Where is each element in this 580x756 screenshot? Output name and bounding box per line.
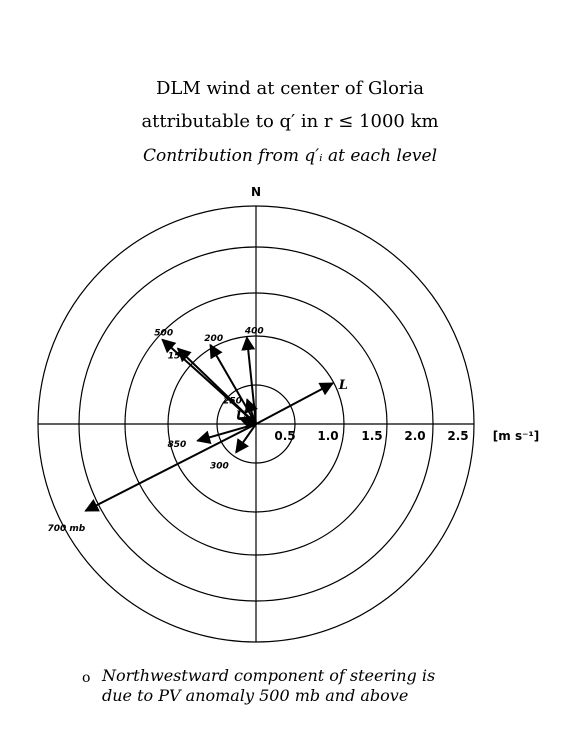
wind-vector-label: 250 (223, 396, 242, 407)
wind-vector-label: U (235, 409, 247, 424)
title-line-1: DLM wind at center of Gloria (155, 78, 425, 99)
wind-vector-label: 200 (204, 333, 224, 344)
north-label: N (250, 185, 262, 199)
wind-vector-label: 500 (154, 328, 174, 339)
axis-unit-label: [m s⁻¹] (492, 429, 540, 443)
wind-vector-label: 400 (244, 326, 264, 337)
wind-vector-label: L (338, 378, 348, 394)
tick-label: 1.5 (361, 429, 383, 443)
title-line-2: attributable to q′ in r ≤ 1000 km (141, 111, 439, 132)
wind-vector-label: 300 (210, 461, 229, 472)
wind-vector-label: 150 (167, 351, 187, 362)
tick-label: 1.0 (317, 429, 339, 443)
tick-label: 0.5 (274, 429, 296, 443)
bullet-icon: o (82, 670, 91, 686)
wind-vector-label: 700 mb (47, 523, 86, 534)
title-line-3: Contribution from q′ᵢ at each level (142, 146, 438, 166)
tick-label: 2.5 (447, 429, 469, 443)
wind-vector-arrow (86, 424, 257, 511)
footnote-line-1: Northwestward component of steering is (102, 666, 436, 685)
tick-label: 2.0 (404, 429, 426, 443)
wind-vector-label: 850 (167, 439, 187, 450)
footnote-line-2: due to PV anomaly 500 mb and above (102, 686, 409, 705)
